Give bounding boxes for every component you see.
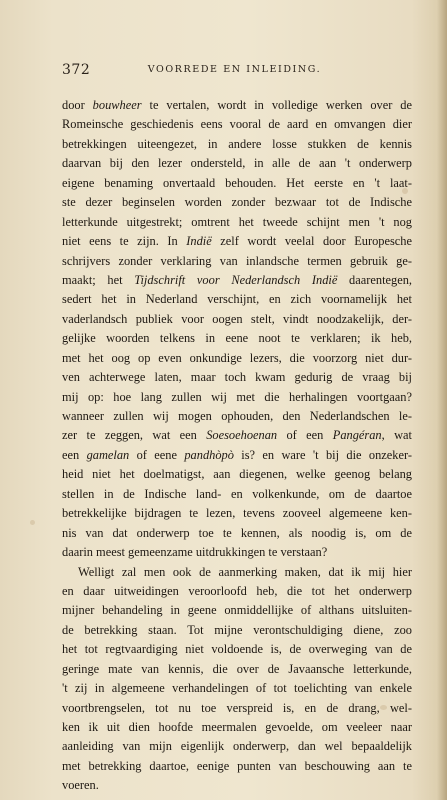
text-segment: of een	[277, 428, 333, 443]
text-segment: het tot regtvaardiging niet voldoende is, de overweging van de	[62, 642, 412, 657]
italic-term: Soesoehoenan	[206, 428, 278, 443]
text-segment: zelf wordt veelal door Europesche	[211, 234, 412, 249]
text-segment: betrekkelijke bijdragen te lezen, tevens zooveel algemeene ken-	[62, 506, 412, 521]
text-line	[62, 601, 412, 620]
text-segment: Romeinsche geschiedenis eens vooral de aard en omvangen dier	[62, 117, 412, 132]
page-header	[62, 62, 407, 82]
text-line	[62, 388, 412, 407]
text-line	[62, 193, 412, 212]
text-segment: zer te zeggen, wat een	[62, 428, 207, 443]
text-segment: of eene	[129, 447, 185, 462]
text-line	[62, 349, 412, 368]
text-segment: maakt; het	[62, 272, 135, 287]
text-segment: voeren.	[62, 778, 99, 793]
text-line	[62, 465, 412, 484]
text-segment: ven achterwege laten, maar toch kwam gedurig de vraag bij	[62, 370, 412, 385]
text-line	[62, 699, 412, 718]
text-line	[62, 329, 412, 348]
text-line	[62, 504, 412, 523]
text-line	[62, 563, 412, 582]
text-segment: de betrekking staan. Tot mijne verontschuldiging diene, zoo	[62, 622, 412, 637]
text-segment: is? en ware 't bij die onzeker-	[233, 447, 412, 462]
text-line	[62, 582, 412, 601]
foxing-spot	[30, 520, 35, 525]
text-segment: ken ik uit dien hoofde meermalen gevoelde, om veeleer naar	[62, 720, 412, 734]
text-line	[62, 290, 412, 309]
text-segment: door	[62, 98, 93, 112]
text-line	[62, 115, 412, 134]
text-segment: schrijvers zonder verklaring van inlandsche termen gebruik ge-	[62, 253, 412, 268]
italic-term: gamelan	[86, 447, 130, 462]
text-segment: stellen in de Indische land- en volkenkunde, om de daartoe	[62, 486, 412, 501]
text-segment: met het oog op even onkundige lezers, die voorzorg niet dur-	[62, 350, 412, 365]
text-segment: voortbrengselen, tot nu toe verspreid is, en de drang, wel-	[62, 700, 412, 715]
text-segment: , wat	[381, 428, 413, 443]
text-segment: daarin meest gemeenzame uitdrukkingen te verstaan?	[62, 545, 328, 560]
text-line	[62, 660, 412, 679]
text-line	[62, 154, 412, 173]
text-segment: te vertalen, wordt in volledige werken over de	[141, 98, 412, 112]
text-segment: eigene benaming onvertaald behouden. Het eerste en 't laat-	[62, 175, 412, 190]
page-number: 372	[62, 62, 91, 78]
running-title: VOORREDE EN INLEIDING.	[147, 64, 322, 75]
text-segment: niet eens te zijn. In	[62, 234, 187, 249]
text-segment: letterkunde uitgestrekt; omtrent het tweede schijnt men 't nog	[62, 214, 412, 229]
text-line	[62, 368, 412, 387]
italic-term: Pangéran	[332, 428, 382, 443]
text-line	[62, 679, 412, 698]
text-segment: en daar uitweidingen veroorloofd heb, die tot het onderwerp	[62, 583, 412, 598]
text-segment: met betrekking daartoe, eenige punten van beschouwing aan te	[62, 758, 412, 773]
text-segment: een	[62, 447, 87, 462]
text-line	[62, 213, 412, 232]
text-segment: nis van dat onderwerp toe te kennen, als noodig is, om de	[62, 525, 412, 540]
italic-term: Tijdschrift voor Nederlandsch Indië	[134, 272, 338, 287]
text-line	[62, 174, 412, 193]
text-segment: daarentegen,	[337, 272, 412, 287]
body-text	[62, 96, 412, 796]
text-line	[62, 232, 412, 251]
text-segment: sedert het in Nederland verschijnt, en zich voornamelijk het	[62, 292, 412, 307]
text-line	[62, 718, 412, 737]
text-segment: mijner behandeling in geene onmiddellijke of althans uitsluiten-	[62, 603, 412, 618]
text-line	[62, 407, 412, 426]
text-line	[62, 426, 412, 445]
text-line	[62, 640, 412, 659]
italic-term: pandhòpò	[184, 447, 234, 462]
text-line	[62, 621, 412, 640]
text-segment: aanleiding van mijn eigenlijk onderwerp, dan wel bepaaldelijk	[62, 739, 412, 754]
text-line	[62, 135, 412, 154]
text-segment: wanneer zullen wij mogen ophouden, den Nederlandschen le-	[62, 409, 412, 423]
text-line	[62, 524, 412, 543]
text-line	[62, 485, 412, 504]
text-line	[62, 446, 412, 465]
text-line	[62, 757, 412, 776]
text-line	[62, 252, 412, 271]
text-line	[62, 96, 412, 115]
text-segment: betrekkingen uiteengezet, in andere losse stukken de kennis	[62, 136, 412, 151]
text-segment: 't zij in algemeene verhandelingen of tot toelichting van enkele	[62, 681, 412, 696]
text-segment: ste dezer beginselen worden zonder bezwaar tot de Indische	[62, 195, 412, 210]
italic-term: bouwheer	[92, 98, 142, 112]
text-line	[62, 310, 412, 329]
text-segment: Welligt zal men ook de aanmerking maken, dat ik mij hier	[78, 564, 412, 579]
text-segment: daarvan bij den lezer ondersteld, in alle de aan 't onderwerp	[62, 156, 412, 171]
text-segment: vaderlandsch publiek voor oogen stelt, vindt noodzakelijk, der-	[62, 311, 412, 326]
text-segment: heid niet het doelmatigst, aan diegenen, welke geenog belang	[62, 467, 412, 482]
text-line	[62, 737, 412, 756]
text-segment: mij op: hoe lang zullen wij met die herhalingen voortgaan?	[62, 389, 412, 404]
text-line	[62, 543, 412, 562]
text-line	[62, 776, 412, 795]
italic-term: Indië	[186, 234, 212, 249]
text-segment: gelijke woorden telkens in eene noot te verklaren; ik heb,	[62, 331, 412, 346]
page-edge-shadow	[437, 0, 447, 800]
text-line	[62, 271, 412, 290]
text-segment: geringe mate van kennis, die over de Javaansche letterkunde,	[62, 661, 412, 676]
